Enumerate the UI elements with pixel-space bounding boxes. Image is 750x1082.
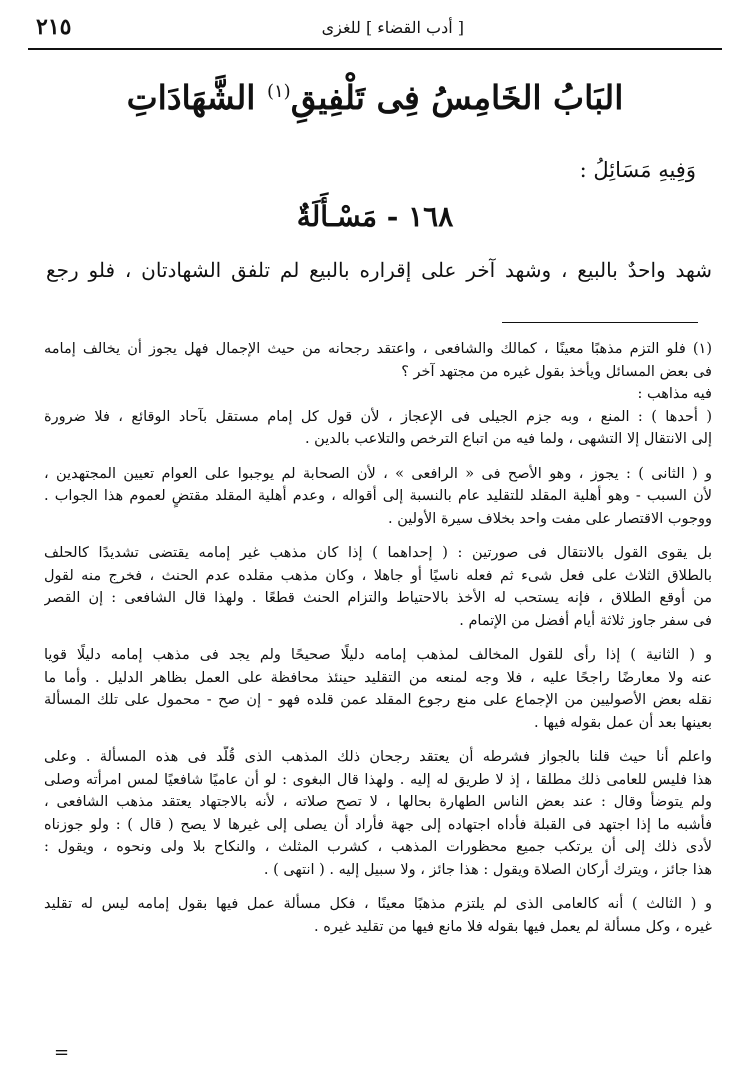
paragraph-gap: [44, 881, 712, 893]
footnote-line: بعينها بعد أن عمل بقوله فيها .: [534, 714, 712, 731]
footnote-line: هذا فليس للعامى ذلك مطلقا ، إذ لا طريق له إليه . ولهذا قال البغوى : لو أن عاميًا شافعيًا لمس امرأته وصلى: [44, 771, 712, 788]
footnote-line: عنه ولا معارضًا راجحًا عليه ، فلا وجه لمنعه من التقليد حينئذ محافظة على العمل بظاهر الدليل . وأما ما: [44, 669, 712, 686]
chapter-title: [60, 78, 690, 117]
footnote-line: و ( الثانية ) إذا رأى للقول المخالف لمذهب إمامه دليلًا صحيحًا ولم يجد فى مذهب إمامه دليلًا قويا: [44, 647, 712, 663]
footnote-line: من أوقع الطلاق ، فإنه يستحب له الأخذ بالاحتياط والتزام الحنث قطعًا . ولهذا قال الشافعى : إن القصر: [44, 590, 712, 606]
footnote-line: فى سفر جاوز ثلاثة أيام أفضل من الإتمام .: [459, 612, 712, 629]
chapter-title-text: البَابُ الخَامِسُ فِى تَلْفِيقِ: [290, 78, 624, 117]
body-text-line: شهد واحدٌ بالبيع ، وشهد آخر على إقراره بالبيع لم تلفق الشهادتان ، فلو رجع: [46, 258, 712, 282]
footnote-line: ( أحدها ) : المنع ، وبه جزم الجيلى فى الإعجاز ، لأن قول كل إمام مستقل بآحاد الوقائع ، فلا ضرورة: [44, 408, 712, 425]
page-header: [28, 10, 722, 44]
footnote-line: فيه مذاهب :: [637, 386, 712, 402]
chapter-title-end: الشَّهَادَاتِ: [126, 78, 256, 117]
footnote-line: غيره ، وكل مسألة لم يعمل فيها بقوله فلا مانع فيها من تقليد غيره .: [314, 918, 712, 935]
footnote-line: و ( الثالث ) أنه كالعامى الذى لم يلتزم مذهبًا معينًا ، فكل مسألة عمل فيها بقول إمامه ليس له تقليد: [44, 896, 712, 912]
margin-mark: =: [54, 1042, 70, 1063]
footnote-line: نقله بعض الأصوليين من الإجماع على منع رجوع المقلد عمن قلده فهو - إن صح - محمول على تلك المسألة: [44, 692, 712, 708]
footnote-line: بالطلاق الثلاث على فعل شىء ثم فعله ناسيًا أو جاهلا ، وكان مذهب مقلده عدم الحنث ، فخرج منه لقول: [44, 567, 712, 584]
paragraph-gap: [44, 451, 712, 463]
footnote-line: بل يقوى القول بالانتقال فى صورتين : ( إحداهما ) إذا كان مذهب غير إمامه يقتضى تشديدًا كالحلف: [44, 545, 712, 561]
footnote-line: ولم يتوضأ وقال : عند بعض الناس الطهارة بحالها ، لا تصح صلاته ، لأنه بالاجتهاد يعتقد مذهب الشافعى ،: [44, 794, 712, 810]
footnote-line: و ( الثانى ) : يجوز ، وهو الأصح فى « الرافعى » ، لأن الصحابة لم يوجبوا على العوام تعيين المجتهدين ،: [44, 465, 712, 482]
footnote-line: ووجوب الاقتصار على مفت واحد بخلاف سيرة الأولين .: [387, 510, 712, 527]
running-title: [ أدب القضاء ] للغزى: [321, 18, 464, 37]
footnote-line: لأدى ذلك إلى أن يرتكب جميع محظورات المذهب ، كشرب المثلث ، والنكاح بلا ولى ونحوه ، ويقول :: [44, 839, 712, 855]
footnote-separator: [502, 322, 698, 323]
paragraph-gap: [44, 632, 712, 644]
footnote-line: فى بعض المسائل ويأخذ بقول غيره من مجتهد آخر ؟: [401, 363, 712, 380]
footnote-line: واعلم أنا حيث قلنا بالجواز فشرطه أن يعتقد رجحان ذلك المذهب الذى قُلّد فى هذه المسألة . وعلى: [44, 749, 712, 765]
footnote-line: فأشبه ما إذا اجتهد فى القبلة فأداه اجتهاده إلى جهة فأراد أن يصلى إلى غيرها لا يصح ( قال ) : ولو جوزناه: [44, 816, 712, 833]
paragraph-gap: [44, 734, 712, 746]
header-rule: [28, 48, 722, 50]
issue-heading: ١٦٨ - مَسْـأَلَةٌ: [296, 200, 454, 233]
footnote-reference: (١): [266, 81, 291, 102]
paragraph-gap: [44, 530, 712, 542]
chapter-intro: وَفِيهِ مَسَائِلُ :: [579, 158, 696, 182]
footnote-line: إلى الانتقال إلا التشهى ، ولما فيه من اتباع الترخص والتلاعب بالدين .: [304, 431, 712, 447]
footnote-line: لأن السبب - وهو أهلية المقلد للتقليد عام بالنسبة إلى أقواله ، وعدم أهلية المقلد مقتضٍ لعموم هذا الجواب .: [44, 488, 712, 504]
page-number: ٢١٥: [36, 14, 72, 40]
footnote-line: (١) فلو التزم مذهبًا معينًا ، كمالك والشافعى ، واعتقد رجحانه من حيث الإجمال فهل يجوز أن يخالف إمامه: [44, 341, 712, 357]
footnotes-block: [44, 338, 712, 938]
footnote-line: هذا جائز ، ويترك أركان الصلاة ويقول : هذا جائز ، ولا سبيل إليه . ( انتهى ) .: [263, 861, 712, 878]
